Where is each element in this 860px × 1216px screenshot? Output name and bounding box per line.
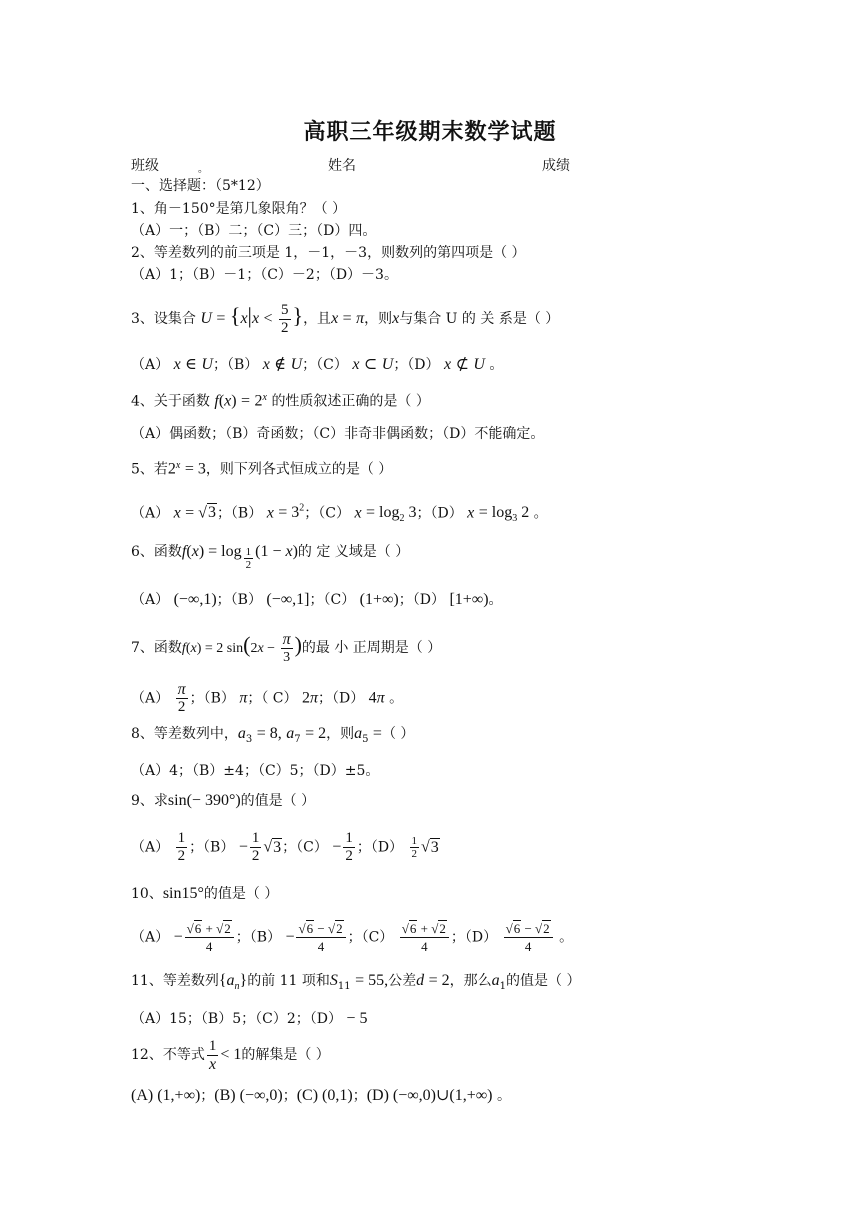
question-6: 6、函数f(x) = log $\frac{1}{2}$ (1 − x)的 定 义域是（ ） (131, 543, 410, 571)
question-2: 2、等差数列的前三项是 1，－1，－3，则数列的第四项是（ ） (131, 245, 526, 261)
name-label: 姓名 (328, 158, 356, 174)
class-label: 班级 (131, 158, 159, 174)
class-dot: 。 (198, 164, 208, 175)
question-4: 4、关于函数 f(x) = 2$^x$ 的性质叙述正确的是（ ） (131, 392, 430, 410)
question-4-options: （A）偶函数；（B）奇函数；（C）非奇非偶函数；（D）不能确定。 (131, 426, 545, 442)
question-9-options: （A） $\frac{1}{2}$ ；（B） − $\frac{1}{2}$ √3；（C） − $\frac{1}{2}$ ；（D） $\frac{1}{2}$ √3 (131, 830, 439, 864)
score-label: 成绩 (542, 158, 570, 174)
question-12: 12、不等式 $\frac{1}{x}$ < 1的解集是（ ） (131, 1037, 330, 1073)
question-9: 9、求sin(− 390°)的值是（ ） (131, 792, 316, 809)
question-2-options: （A）1；（B）－1；（C）－2；（D）－3。 (131, 267, 398, 283)
question-8-options: （A）4；（B）±4；（C）5；（D）±5。 (131, 763, 380, 779)
page-title: 高职三年级期末数学试题 (303, 119, 557, 145)
question-5: 5、若2$^x$ = 3，则下列各式恒成立的是（ ） (131, 460, 393, 478)
question-3: 3、设集合 U = {x|x < $\frac{5}{2}$ }，且x = π，则x与集合 U 的 关 系是（ ） (131, 301, 560, 336)
question-1: 1、角－150°是第几象限角？（ ） (131, 201, 347, 217)
question-5-options: （A） x = √3；（B） $x = 3^2$；（C） $x = \log_2 3$；（D） $x = \log_3 2$ 。 (131, 503, 548, 525)
question-7: 7、函数f(x) = 2 sin(2x − $\frac{\pi}{3}$ )的最 小 正周期是（ ） (131, 630, 442, 665)
question-11-options: （A）15；（B）5；（C）2；（D） − 5 (131, 1010, 368, 1027)
question-6-options: （A） (−∞,1)；（B） (−∞,1]；（C） (1+∞)；（D） [1+∞)。 (131, 591, 503, 608)
question-1-options: （A）一；（B）二；（C）三；（D）四。 (131, 223, 377, 239)
question-8: 8、等差数列中，$a_3 = 8$, $a_7 = 2$，则$a_5$ =（ ） (131, 725, 415, 745)
question-10-options: （A） − $\frac{√6 + √2}{4}$ ；（B） − $\frac{√6 - √2}{4}$ ；（C） $\frac{√6 + √2}{4}$ ；（D） $\frac{√6 - √2}{4}$ 。 (131, 921, 574, 954)
question-3-options: （A） x ∈ U；（B） x ∉ U；（C） x ⊂ U；（D） x ⊄ U 。 (131, 356, 504, 373)
section-title: 一、选择题：（5*12） (131, 178, 270, 194)
question-10: 10、sin15°的值是（ ） (131, 885, 279, 902)
question-7-options: （A） $\frac{\pi}{2}$ ；（B） π；（ C） 2π；（D） 4π 。 (131, 681, 404, 715)
question-12-options: (A) (1,+∞)；(B) (−∞,0)；(C) (0,1)；(D) (−∞,0)∪(1,+∞) 。 (131, 1087, 511, 1104)
question-11: 11、等差数列$\{a_n\}$的前 11 项和$S_{11} = 55$,公差d = 2，那么$a_1$的值是（ ） (131, 972, 581, 992)
